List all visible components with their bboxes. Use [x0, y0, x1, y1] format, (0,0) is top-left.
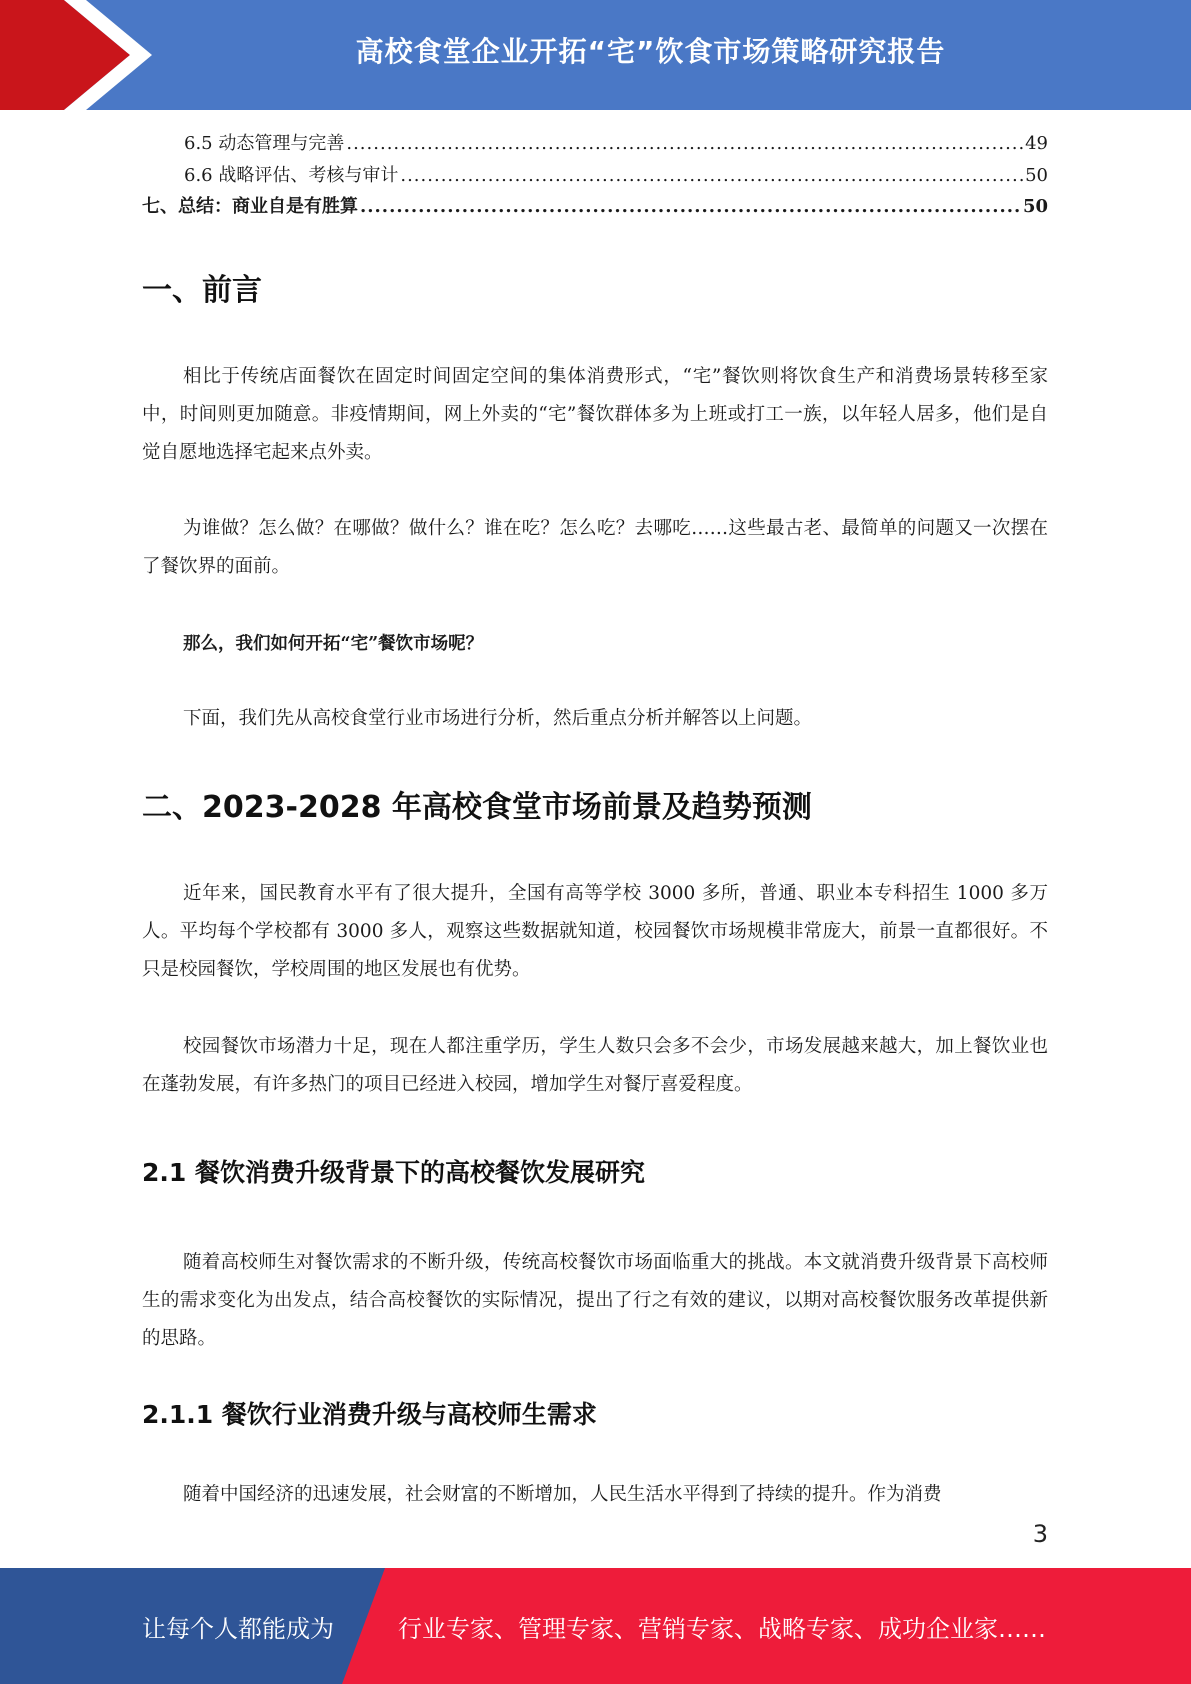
toc-page-number: 50	[1022, 196, 1048, 217]
footer-slogan-left: 让每个人都能成为	[142, 1614, 334, 1643]
paragraph-intro-2: 为谁做？怎么做？在哪做？做什么？谁在吃？怎么吃？去哪吃……这些最古老、最简单的问题又一次摆在了餐饮界的面前。	[142, 518, 1048, 577]
toc-label: 七、总结：商业自是有胜算	[142, 196, 358, 217]
toc-page-number: 49	[1025, 133, 1048, 154]
subsection-heading-2-1: 2.1 餐饮消费升级背景下的高校餐饮发展研究	[142, 1158, 645, 1187]
page-number: 3	[1032, 1520, 1048, 1548]
page-footer	[0, 1568, 1191, 1684]
toc-leader	[360, 191, 1021, 223]
toc-entry-6-5[interactable]	[142, 128, 1048, 160]
report-title: 高校食堂企业开拓“宅”饮食市场策略研究报告	[355, 35, 946, 68]
toc-leader	[346, 128, 1023, 160]
toc-entry-6-6[interactable]	[142, 160, 1048, 192]
section-heading-intro: 一、前言	[142, 273, 262, 308]
footer-slogan-right: 行业专家、管理专家、营销专家、战略专家、成功企业家……	[398, 1614, 1046, 1643]
toc-page-number: 50	[1025, 164, 1048, 186]
toc-label: 6.5 动态管理与完善	[184, 133, 345, 154]
paragraph-2-1: 随着高校师生对餐饮需求的不断升级，传统高校餐饮市场面临重大的挑战。本文就消费升级背景下高校师生的需求变化为出发点，结合高校餐饮的实际情况，提出了行之有效的建议，以期对高校餐饮服务改革提供新的思路。	[142, 1252, 1048, 1349]
toc-leader	[400, 160, 1023, 192]
page-header	[0, 0, 1191, 110]
paragraph-market-2: 校园餐饮市场潜力十足，现在人都注重学历，学生人数只会多不会少，市场发展越来越大，加上餐饮业也在蓬勃发展，有许多热门的项目已经进入校园，增加学生对餐厅喜爱程度。	[142, 1036, 1048, 1095]
paragraph-intro-question: 那么，我们如何开拓“宅”餐饮市场呢？	[183, 634, 484, 654]
toc-entry-7[interactable]	[142, 191, 1048, 223]
paragraph-2-1-1: 随着中国经济的迅速发展，社会财富的不断增加，人民生活水平得到了持续的提升。作为消费	[183, 1484, 942, 1505]
section-heading-market: 二、2023-2028 年高校食堂市场前景及趋势预测	[142, 790, 812, 825]
paragraph-market-1: 近年来，国民教育水平有了很大提升，全国有高等学校 3000 多所，普通、职业本专科招生 1000 多万人。平均每个学校都有 3000 多人，观察这些数据就知道，校园餐饮市场规模非常庞大，前景一直都很好。不只是校园餐饮，学校周围的地区发展也有优势。	[142, 883, 1048, 980]
table-of-contents	[142, 128, 1048, 223]
toc-label: 6.6 战略评估、考核与审计	[184, 164, 399, 186]
paragraph-intro-3: 下面，我们先从高校食堂行业市场进行分析，然后重点分析并解答以上问题。	[183, 708, 813, 729]
subsection-heading-2-1-1: 2.1.1 餐饮行业消费升级与高校师生需求	[142, 1400, 597, 1429]
paragraph-intro-1: 相比于传统店面餐饮在固定时间固定空间的集体消费形式，“宅”餐饮则将饮食生产和消费场景转移至家中，时间则更加随意。非疫情期间，网上外卖的“宅”餐饮群体多为上班或打工一族，以年轻人居多，他们是自觉自愿地选择宅起来点外卖。	[142, 366, 1048, 463]
